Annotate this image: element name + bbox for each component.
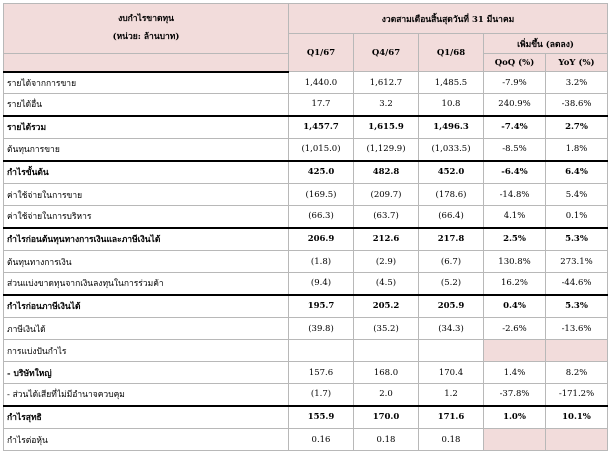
table-row — [4, 273, 608, 295]
cell-value — [354, 340, 419, 362]
cell-value: 1,496.3 — [419, 116, 484, 139]
cell-value: 157.6 — [289, 362, 354, 384]
cell-value — [289, 340, 354, 362]
cell-value: -38.6% — [546, 94, 608, 116]
cell-value — [419, 340, 484, 362]
table-row — [4, 139, 608, 161]
unit-label: (หน่วย: ล้านบาท) — [112, 32, 180, 42]
cell-value: 206.9 — [289, 228, 354, 251]
cell-value — [546, 340, 608, 362]
cell-value — [484, 340, 546, 362]
col-header-yoy: YoY (%) — [546, 54, 608, 72]
cell-value: 273.1% — [546, 251, 608, 273]
cell-value: 217.8 — [419, 228, 484, 251]
cell-value: 170.4 — [419, 362, 484, 384]
table-row — [4, 72, 608, 94]
cell-value: 1,457.7 — [289, 116, 354, 139]
cell-value: 205.9 — [419, 295, 484, 318]
cell-value: 1,615.9 — [354, 116, 419, 139]
row-label: การแบ่งปันกำไร — [4, 340, 289, 362]
table-row — [4, 340, 608, 362]
cell-value: 1,485.5 — [419, 72, 484, 94]
col-header-q1-67: Q1/67 — [289, 34, 354, 72]
cell-value: -13.6% — [546, 318, 608, 340]
cell-value: (5.2) — [419, 273, 484, 295]
cell-value: 482.8 — [354, 161, 419, 184]
cell-value: (209.7) — [354, 184, 419, 206]
row-label: รายได้อื่น — [4, 94, 289, 116]
row-label: กำไรก่อนภาษีเงินได้ — [4, 295, 289, 318]
row-label: ต้นทุนทางการเงิน — [4, 251, 289, 273]
row-label: ค่าใช้จ่ายในการขาย — [4, 184, 289, 206]
cell-value: (6.7) — [419, 251, 484, 273]
cell-value: 171.6 — [419, 406, 484, 429]
period-header: งวดสามเดือนสิ้นสุดวันที่ 31 มีนาคม — [289, 4, 608, 34]
row-label: ต้นทุนการขาย — [4, 139, 289, 161]
table-row — [4, 384, 608, 406]
income-statement-table — [3, 3, 608, 451]
cell-value: (169.5) — [289, 184, 354, 206]
row-label: รายได้รวม — [4, 116, 289, 139]
cell-value: 168.0 — [354, 362, 419, 384]
cell-value: 2.5% — [484, 228, 546, 251]
cell-value: 6.4% — [546, 161, 608, 184]
cell-value: 10.8 — [419, 94, 484, 116]
table-row — [4, 251, 608, 273]
cell-value: 17.7 — [289, 94, 354, 116]
cell-value: 452.0 — [419, 161, 484, 184]
table-row — [4, 429, 608, 451]
cell-value: (1,015.0) — [289, 139, 354, 161]
cell-value — [546, 429, 608, 451]
cell-value: 0.4% — [484, 295, 546, 318]
cell-value: -8.5% — [484, 139, 546, 161]
row-label: - บริษัทใหญ่ — [4, 362, 289, 384]
table-row — [4, 295, 608, 318]
cell-value: 195.7 — [289, 295, 354, 318]
cell-value: (66.4) — [419, 206, 484, 228]
cell-value: 8.2% — [546, 362, 608, 384]
table-header-title — [4, 4, 289, 54]
table-row — [4, 94, 608, 116]
cell-value: 2.0 — [354, 384, 419, 406]
cell-value: 1.2 — [419, 384, 484, 406]
row-label: รายได้จากการขาย — [4, 72, 289, 94]
cell-value: 205.2 — [354, 295, 419, 318]
row-label: - ส่วนได้เสียที่ไม่มีอำนาจควบคุม — [4, 384, 289, 406]
cell-value: (1,033.5) — [419, 139, 484, 161]
cell-value: -14.8% — [484, 184, 546, 206]
cell-value: 240.9% — [484, 94, 546, 116]
statement-title: งบกำไรขาดทุน — [118, 14, 174, 24]
col-header-qoq: QoQ (%) — [484, 54, 546, 72]
row-label: กำไรก่อนต้นทุนทางการเงินและภาษีเงินได้ — [4, 228, 289, 251]
cell-value: -171.2% — [546, 384, 608, 406]
cell-value: 130.8% — [484, 251, 546, 273]
cell-value: 5.3% — [546, 295, 608, 318]
cell-value: -2.6% — [484, 318, 546, 340]
cell-value: (1.7) — [289, 384, 354, 406]
change-header: เพิ่มขึ้น (ลดลง) — [484, 34, 608, 54]
cell-value: (63.7) — [354, 206, 419, 228]
cell-value: 0.18 — [419, 429, 484, 451]
row-label: กำไรต่อหุ้น — [4, 429, 289, 451]
table-row — [4, 184, 608, 206]
row-label: ส่วนแบ่งขาดทุนจากเงินลงทุนในการร่วมค้า — [4, 273, 289, 295]
cell-value: 0.1% — [546, 206, 608, 228]
cell-value: 0.16 — [289, 429, 354, 451]
cell-value — [484, 429, 546, 451]
cell-value: (35.2) — [354, 318, 419, 340]
cell-value: 170.0 — [354, 406, 419, 429]
table-row — [4, 318, 608, 340]
col-header-q4-67: Q4/67 — [354, 34, 419, 72]
cell-value: 1,440.0 — [289, 72, 354, 94]
cell-value: 155.9 — [289, 406, 354, 429]
cell-value: (39.8) — [289, 318, 354, 340]
col-header-q1-68: Q1/68 — [419, 34, 484, 72]
cell-value: 1.4% — [484, 362, 546, 384]
cell-value: -7.4% — [484, 116, 546, 139]
table-row — [4, 161, 608, 184]
cell-value: 16.2% — [484, 273, 546, 295]
cell-value: 1,612.7 — [354, 72, 419, 94]
row-label: ค่าใช้จ่ายในการบริหาร — [4, 206, 289, 228]
cell-value: -6.4% — [484, 161, 546, 184]
cell-value: -44.6% — [546, 273, 608, 295]
cell-value: (1,129.9) — [354, 139, 419, 161]
cell-value: 2.7% — [546, 116, 608, 139]
cell-value: (2.9) — [354, 251, 419, 273]
cell-value: (4.5) — [354, 273, 419, 295]
cell-value: (34.3) — [419, 318, 484, 340]
cell-value: 3.2% — [546, 72, 608, 94]
cell-value: 5.4% — [546, 184, 608, 206]
row-label: กำไรขั้นต้น — [4, 161, 289, 184]
cell-value: 5.3% — [546, 228, 608, 251]
cell-value: 425.0 — [289, 161, 354, 184]
cell-value: (9.4) — [289, 273, 354, 295]
cell-value: 4.1% — [484, 206, 546, 228]
cell-value: 212.6 — [354, 228, 419, 251]
table-row — [4, 206, 608, 228]
table-row — [4, 116, 608, 139]
row-label: กำไรสุทธิ — [4, 406, 289, 429]
cell-value: 0.18 — [354, 429, 419, 451]
cell-value: 10.1% — [546, 406, 608, 429]
row-label: ภาษีเงินได้ — [4, 318, 289, 340]
table-row — [4, 406, 608, 429]
table-row — [4, 228, 608, 251]
cell-value: -7.9% — [484, 72, 546, 94]
table-header-spacer — [4, 54, 289, 72]
cell-value: 3.2 — [354, 94, 419, 116]
cell-value: (178.6) — [419, 184, 484, 206]
cell-value: (66.3) — [289, 206, 354, 228]
cell-value: 1.8% — [546, 139, 608, 161]
cell-value: (1.8) — [289, 251, 354, 273]
cell-value: 1.0% — [484, 406, 546, 429]
cell-value: -37.8% — [484, 384, 546, 406]
table-row — [4, 362, 608, 384]
